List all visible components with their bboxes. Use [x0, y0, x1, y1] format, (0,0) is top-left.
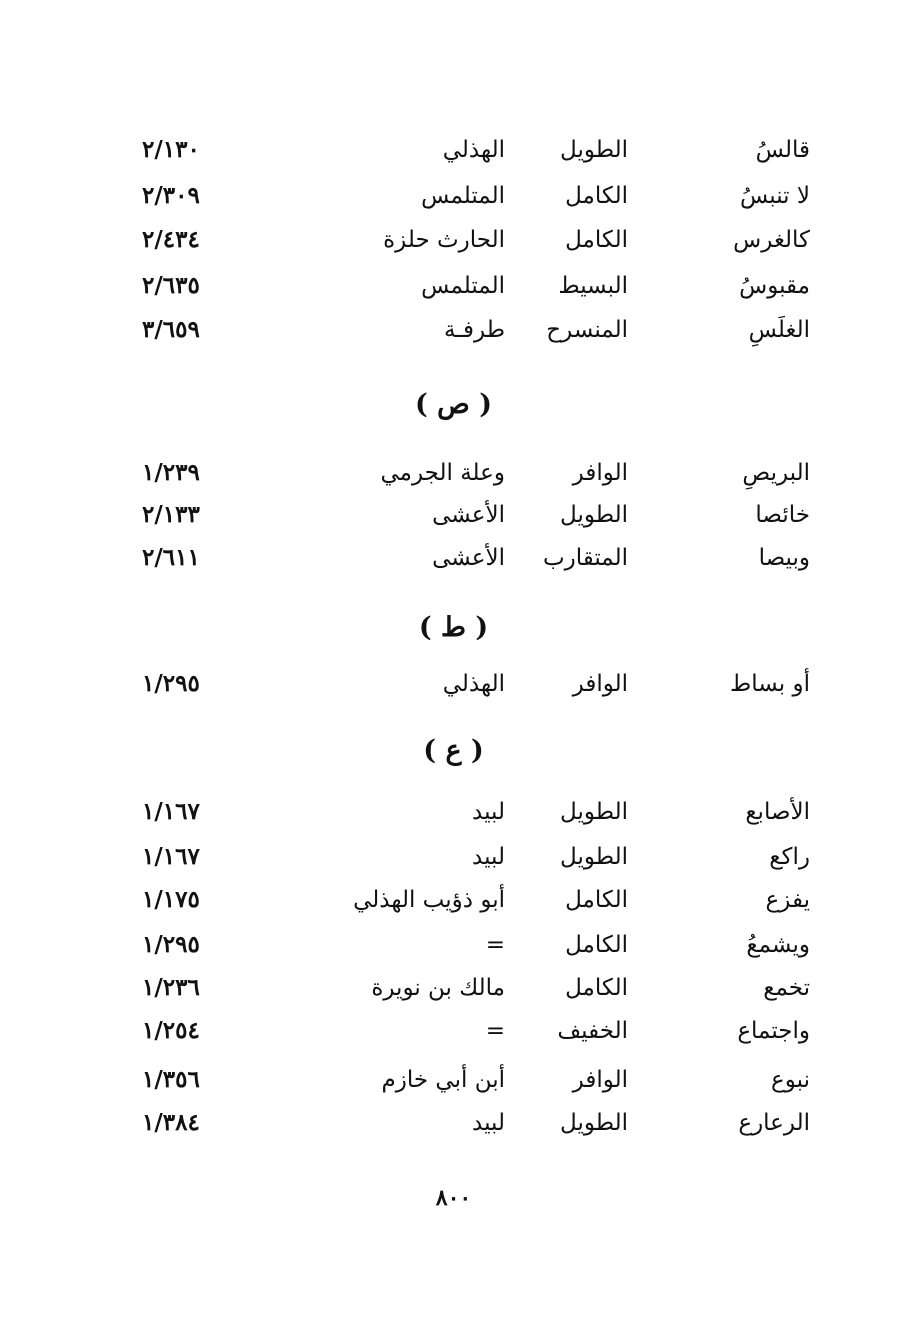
- meter-name: الطويل: [560, 137, 628, 163]
- rhyme-word: كالغرس: [733, 227, 810, 253]
- volume-page-ref: ٣/٦٥٩: [142, 316, 200, 343]
- poet-name: لبيد: [472, 844, 505, 870]
- meter-name: الكامل: [565, 183, 628, 209]
- rhyme-word: قالسُ: [755, 137, 810, 163]
- index-row: [130, 839, 810, 875]
- index-row: [130, 666, 810, 702]
- poet-name: مالك بن نويرة: [371, 975, 505, 1001]
- rhyme-word: راكع: [769, 844, 810, 870]
- meter-name: الطويل: [560, 502, 628, 528]
- volume-page-ref: ٢/٤٣٤: [142, 226, 200, 253]
- index-row: [130, 1105, 810, 1141]
- rhyme-word: نبوع: [771, 1067, 810, 1093]
- volume-page-ref: ١/١٧٥: [142, 886, 200, 913]
- meter-name: الكامل: [565, 887, 628, 913]
- meter-name: الكامل: [565, 975, 628, 1001]
- rhyme-word: الأصابع: [745, 799, 810, 825]
- poet-name: =: [485, 1018, 505, 1044]
- index-row: [130, 222, 810, 258]
- index-row: [130, 970, 810, 1006]
- poet-name: وعلة الجرمي: [380, 460, 505, 486]
- poet-name: طرفـة: [443, 317, 505, 343]
- poet-name: أبو ذؤيب الهذلي: [353, 887, 505, 913]
- page-number: ٨٠٠: [435, 1185, 472, 1211]
- meter-name: المنسرح: [546, 317, 628, 343]
- index-row: [130, 268, 810, 304]
- volume-page-ref: ٢/٦١١: [142, 544, 200, 571]
- meter-name: الوافر: [572, 1067, 628, 1093]
- poet-name: الهذلي: [442, 137, 505, 163]
- index-row: [130, 882, 810, 918]
- rhyme-word: لا تنبسُ: [739, 183, 810, 209]
- poet-name: الحارث حلزة: [383, 227, 505, 253]
- rhyme-word: البريصِ: [742, 460, 810, 486]
- rhyme-word: أو بساط: [729, 671, 810, 697]
- index-row: [130, 1062, 810, 1098]
- poet-name: المتلمس: [421, 273, 505, 299]
- poet-name: الأعشى: [432, 545, 505, 571]
- section-header-ta: ( ط ): [418, 612, 489, 643]
- meter-name: الخفيف: [557, 1018, 628, 1044]
- poet-name: الهذلي: [442, 671, 505, 697]
- volume-page-ref: ٢/١٣٠: [142, 136, 200, 163]
- meter-name: الكامل: [565, 227, 628, 253]
- rhyme-word: خائصا: [755, 502, 810, 528]
- rhyme-word: واجتماع: [737, 1018, 810, 1044]
- meter-name: الوافر: [572, 671, 628, 697]
- volume-page-ref: ١/٣٨٤: [142, 1109, 200, 1136]
- index-row: [130, 794, 810, 830]
- volume-page-ref: ١/١٦٧: [142, 798, 200, 825]
- rhyme-word: مقبوسُ: [739, 273, 810, 299]
- volume-page-ref: ٢/٦٣٥: [142, 272, 200, 299]
- volume-page-ref: ١/٢٩٥: [142, 931, 200, 958]
- poet-name: =: [485, 932, 505, 958]
- meter-name: الكامل: [565, 932, 628, 958]
- rhyme-word: الرعارع: [738, 1110, 810, 1136]
- meter-name: الطويل: [560, 799, 628, 825]
- index-row: [130, 927, 810, 963]
- meter-name: الطويل: [560, 1110, 628, 1136]
- volume-page-ref: ١/٣٥٦: [142, 1066, 200, 1093]
- index-row: [130, 132, 810, 168]
- rhyme-word: وبيصا: [758, 545, 810, 571]
- index-row: [130, 455, 810, 491]
- poet-name: الأعشى: [432, 502, 505, 528]
- volume-page-ref: ١/١٦٧: [142, 843, 200, 870]
- poet-name: أبن أبي خازم: [381, 1067, 505, 1093]
- section-header-sad: ( ص ): [415, 389, 492, 420]
- volume-page-ref: ٢/٣٠٩: [142, 182, 200, 209]
- meter-name: الطويل: [560, 844, 628, 870]
- rhyme-word: يفزع: [765, 887, 810, 913]
- poet-name: المتلمس: [421, 183, 505, 209]
- index-row: [130, 312, 810, 348]
- meter-name: البسيط: [558, 273, 628, 299]
- section-header-ayn: ( ع ): [423, 735, 484, 766]
- meter-name: المتقارب: [542, 545, 628, 571]
- volume-page-ref: ٢/١٣٣: [142, 501, 200, 528]
- volume-page-ref: ١/٢٣٦: [142, 974, 200, 1001]
- volume-page-ref: ١/٢٩٥: [142, 670, 200, 697]
- rhyme-word: ويشمعُ: [746, 932, 810, 958]
- index-row: [130, 540, 810, 576]
- rhyme-word: تخمع: [763, 975, 810, 1001]
- volume-page-ref: ١/٢٣٩: [142, 459, 200, 486]
- meter-name: الوافر: [572, 460, 628, 486]
- volume-page-ref: ١/٢٥٤: [142, 1017, 200, 1044]
- rhyme-word: الغلَسِ: [748, 317, 810, 343]
- index-row: [130, 497, 810, 533]
- poet-name: لبيد: [472, 799, 505, 825]
- poet-name: لبيد: [472, 1110, 505, 1136]
- index-row: [130, 178, 810, 214]
- index-row: [130, 1013, 810, 1049]
